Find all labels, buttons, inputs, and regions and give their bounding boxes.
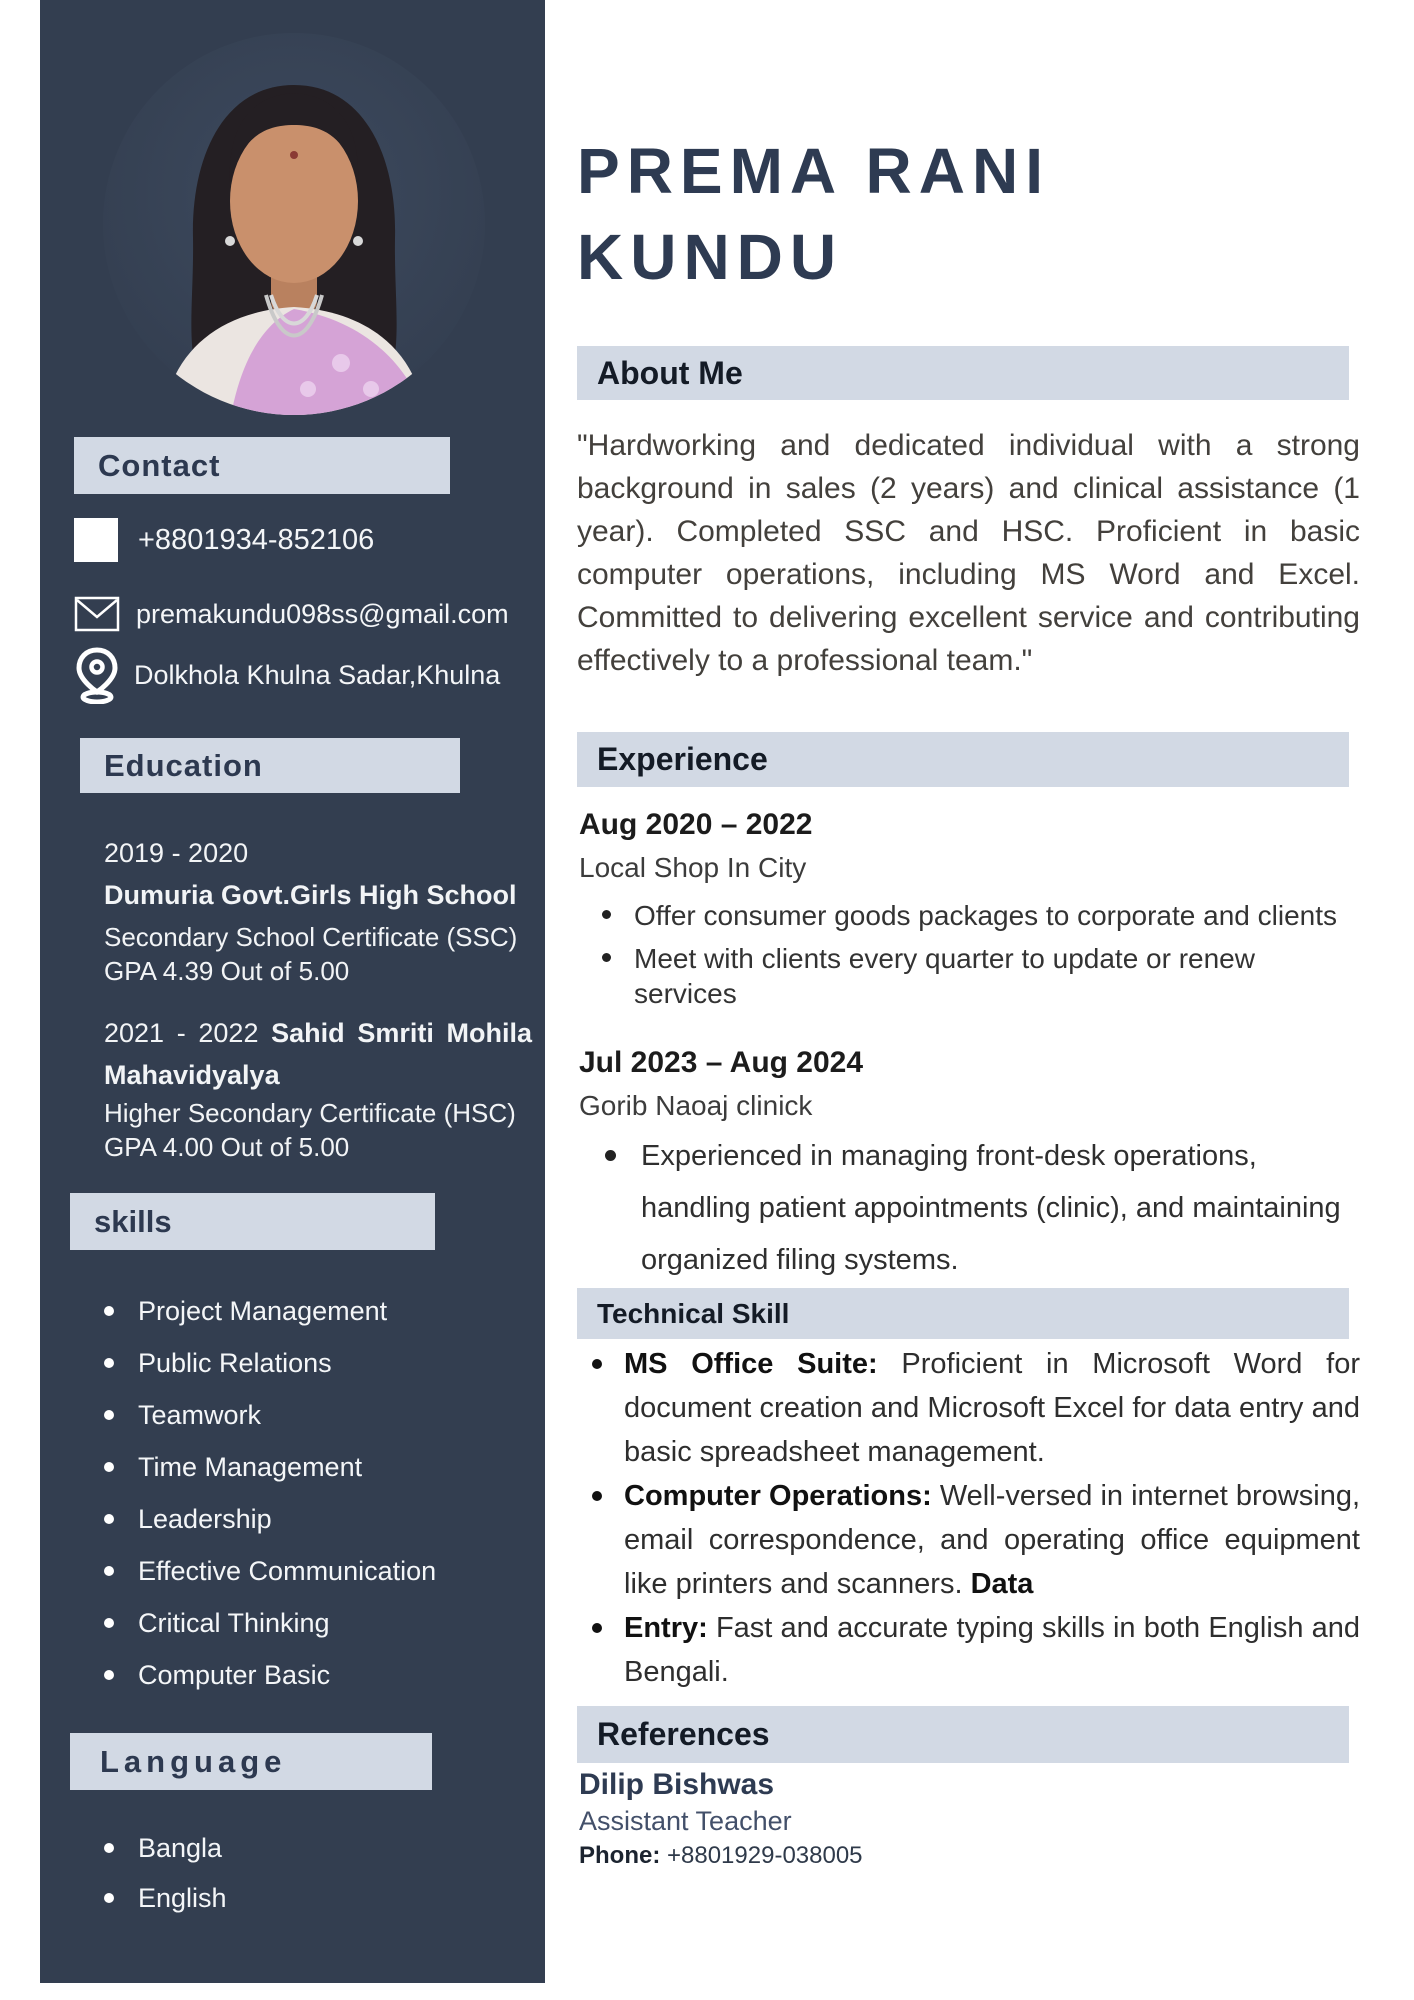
skill-item: Effective Communication xyxy=(104,1545,436,1597)
job-bullet-list xyxy=(600,898,1342,1019)
language-section-header xyxy=(70,1733,432,1790)
experience-header-label: Experience xyxy=(597,741,768,777)
job-organization: Local Shop In City xyxy=(579,852,807,883)
skill-item: Project Management xyxy=(104,1285,436,1337)
language-item: Bangla xyxy=(104,1823,227,1873)
skill-item: Time Management xyxy=(104,1441,436,1493)
education-header-label: Education xyxy=(104,747,263,783)
skill-item: Public Relations xyxy=(104,1337,436,1389)
job-bullet: Offer consumer goods packages to corporate and clients xyxy=(600,898,1342,933)
skills-header-label: skills xyxy=(94,1203,172,1239)
phone-number: +8801934-852106 xyxy=(138,523,375,556)
education-school: Sahid Smriti Mohila Mahavidyalya xyxy=(104,1018,532,1090)
contact-email-row xyxy=(74,596,509,632)
references-header-label: References xyxy=(597,1716,770,1752)
technical-skill-text: Fast and accurate typing skills in both English and Bengali. xyxy=(624,1612,1360,1688)
location-text: Dolkhola Khulna Sadar,Khulna xyxy=(134,659,501,690)
reference-name: Dilip Bishwas xyxy=(579,1768,775,1801)
job-bullet: Experienced in managing front-desk operations, handling patient appointments (clinic), and maintaining organized filing systems. xyxy=(605,1130,1353,1286)
technical-skill-lead: MS Office Suite: xyxy=(624,1348,878,1380)
job-bullet: Meet with clients every quarter to update or renew services xyxy=(600,941,1342,1011)
person-name-line1: PREMA RANI xyxy=(577,135,1050,207)
skill-item: Critical Thinking xyxy=(104,1597,436,1649)
technical-skill-bullet xyxy=(580,1342,1360,1474)
reference-title: Assistant Teacher xyxy=(579,1806,792,1836)
about-me-header-label: About Me xyxy=(597,354,743,391)
language-list xyxy=(104,1823,227,1923)
education-gpa: GPA 4.00 Out of 5.00 xyxy=(104,1132,350,1162)
education-years-school xyxy=(104,1012,532,1096)
about-me-text: "Hardworking and dedicated individual with a strong background in sales (2 years) and clinical assistance (1 year). Completed SSC and HSC. Proficient in basic computer operations, including MS Word and Excel. Committed to delivering excellent service and contributing effectively to a professional team." xyxy=(577,429,1360,677)
person-name xyxy=(577,128,1050,300)
portrait-illustration xyxy=(103,33,485,415)
technical-skill-text: Proficient in Microsoft Word for document creation and Microsoft Excel for data entry and basic spreadsheet management. xyxy=(624,1348,1360,1468)
technical-skill-bold-tail: Data xyxy=(970,1568,1034,1600)
technical-skill-bullet xyxy=(580,1606,1360,1694)
sidebar xyxy=(40,0,545,1983)
about-me-section-header xyxy=(577,346,1349,400)
envelope-icon xyxy=(74,596,120,632)
technical-skill-lead: Computer Operations: xyxy=(624,1480,932,1512)
skill-item: Teamwork xyxy=(104,1389,436,1441)
reference-phone-label: Phone: xyxy=(579,1842,661,1869)
education-years: 2021 - 2022 xyxy=(104,1018,259,1048)
technical-skill-section-header xyxy=(577,1288,1349,1339)
references-section-header xyxy=(577,1706,1349,1763)
technical-skill-text: Well-versed in internet browsing, email correspondence, and operating office equipment like printers and scanners. xyxy=(624,1480,1361,1600)
contact-header-label: Contact xyxy=(98,447,221,483)
reference-phone-number: +8801929-038005 xyxy=(667,1842,863,1869)
skills-list xyxy=(104,1285,436,1701)
experience-section-header xyxy=(577,732,1349,787)
technical-skill-bullet xyxy=(580,1474,1360,1606)
phone-icon xyxy=(74,518,118,562)
job-bullet-list xyxy=(605,1130,1353,1286)
reference-phone xyxy=(579,1842,863,1870)
job-dates: Jul 2023 – Aug 2024 xyxy=(579,1046,864,1079)
person-name-line2: KUNDU xyxy=(577,221,844,293)
email-address: premakundu098ss@gmail.com xyxy=(136,598,509,629)
job-dates: Aug 2020 – 2022 xyxy=(579,808,813,841)
education-years: 2019 - 2020 xyxy=(104,838,249,868)
skills-section-header xyxy=(70,1193,435,1250)
skill-item: Computer Basic xyxy=(104,1649,436,1701)
profile-photo xyxy=(103,33,485,415)
map-pin-icon xyxy=(74,646,120,704)
contact-phone-row xyxy=(74,518,374,562)
skill-item: Leadership xyxy=(104,1493,436,1545)
contact-location-row xyxy=(74,646,500,704)
language-item: English xyxy=(104,1873,227,1923)
education-school: Dumuria Govt.Girls High School xyxy=(104,880,517,910)
education-degree: Secondary School Certificate (SSC) xyxy=(104,922,518,952)
education-section-header xyxy=(80,738,460,793)
education-degree: Higher Secondary Certificate (HSC) xyxy=(104,1098,516,1128)
job-organization: Gorib Naoaj clinick xyxy=(579,1090,813,1121)
technical-skill-list xyxy=(580,1342,1360,1694)
language-header-label: Language xyxy=(100,1743,287,1779)
technical-skill-lead: Entry: xyxy=(624,1612,708,1644)
education-gpa: GPA 4.39 Out of 5.00 xyxy=(104,956,350,986)
contact-section-header xyxy=(74,437,450,494)
technical-skill-header-label: Technical Skill xyxy=(597,1297,790,1329)
